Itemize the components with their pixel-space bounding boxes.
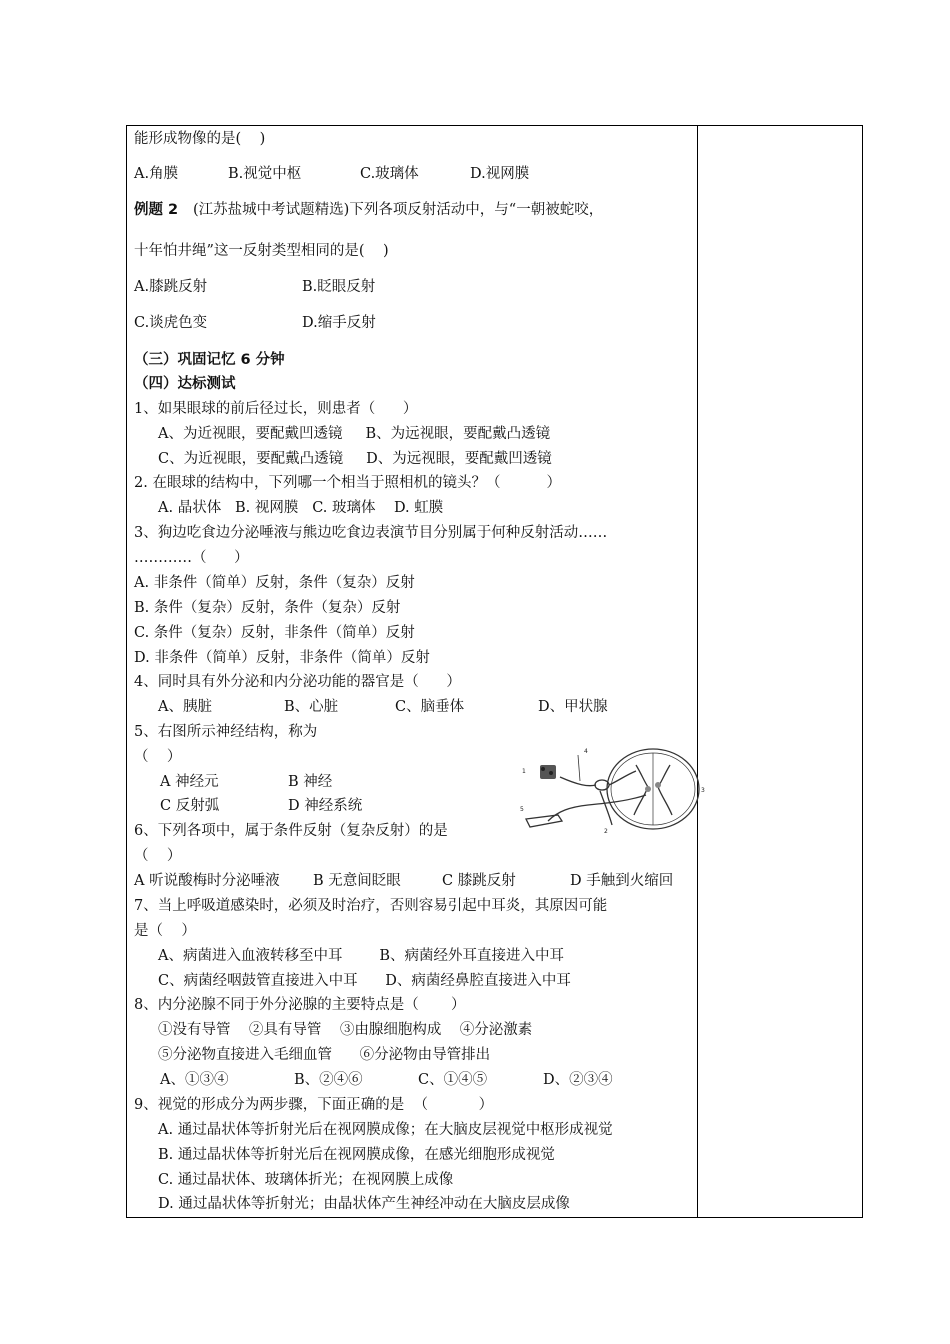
q6-stem: 6、下列各项中，属于条件反射（复杂反射）的是: [134, 823, 448, 839]
q1-options-line-1: A、为近视眼，要配戴凹透镜 B、为远视眼，要配戴凸透镜: [158, 426, 551, 442]
q7-stem-1: 7、当上呼吸道感染时，必须及时治疗，否则容易引起中耳炎，其原因可能: [134, 898, 608, 914]
section-4-heading: （四）达标测试: [134, 376, 236, 392]
q9-option-a: A. 通过晶状体等折射光后在视网膜成像；在大脑皮层视觉中枢形成视觉: [158, 1122, 613, 1138]
diagram-label-2: 2: [604, 828, 608, 835]
q8-option-a: A、①③④: [160, 1072, 229, 1088]
section-3-heading: （三）巩固记忆 6 分钟: [134, 352, 285, 368]
q5-option-b: B 神经: [288, 774, 333, 790]
q8-items-line-2: ⑤分泌物直接进入毛细血管 ⑥分泌物由导管排出: [158, 1047, 491, 1063]
q8-stem: 8、内分泌腺不同于外分泌腺的主要特点是（ ）: [134, 997, 466, 1013]
q4-option-d: D、甲状腺: [538, 699, 608, 715]
q-prev-option-c: C.玻璃体: [360, 166, 419, 182]
q7-options-line-1: A、病菌进入血液转移至中耳 B、病菌经外耳直接进入中耳: [158, 948, 564, 964]
reflex-arc-diagram: [518, 745, 708, 837]
q7-options-line-2: C、病菌经咽鼓管直接进入中耳 D、病菌经鼻腔直接进入中耳: [158, 973, 571, 989]
q8-option-d: D、②③④: [543, 1072, 613, 1088]
q6-option-d: D 手触到火缩回: [570, 873, 674, 889]
q4-stem: 4、同时具有外分泌和内分泌功能的器官是（ ）: [134, 674, 461, 690]
q6-option-c: C 膝跳反射: [442, 873, 516, 889]
q3-option-d: D. 非条件（简单）反射，非条件（简单）反射: [134, 650, 430, 666]
example-2-stem-1: (江苏盐城中考试题精选)下列各项反射活动中，与“一朝被蛇咬，: [193, 202, 604, 218]
q5-option-a: A 神经元: [160, 774, 219, 790]
q6-paren: （ ）: [134, 848, 182, 864]
q5-option-d: D 神经系统: [288, 798, 363, 814]
q5-stem: 5、右图所示神经结构，称为: [134, 724, 318, 740]
q-prev-option-d: D.视网膜: [470, 166, 530, 182]
q4-option-b: B、心脏: [284, 699, 339, 715]
q1-options-line-2: C、为近视眼，要配戴凸透镜 D、为远视眼，要配戴凹透镜: [158, 451, 552, 467]
q4-option-a: A、胰脏: [158, 699, 212, 715]
q5-paren: （ ）: [134, 749, 182, 765]
q5-option-c: C 反射弧: [160, 798, 220, 814]
q3-option-a: A. 非条件（简单）反射，条件（复杂）反射: [134, 575, 415, 591]
q8-option-b: B、②④⑥: [294, 1072, 363, 1088]
q9-stem: 9、视觉的形成分为两步骤，下面正确的是 （ ）: [134, 1097, 494, 1113]
q7-stem-2: 是（ ）: [134, 923, 196, 939]
q3-stem-1: 3、狗边吃食边分泌唾液与熊边吃食边表演节目分别属于何种反射活动……: [134, 525, 608, 541]
q2-stem: 2. 在眼球的结构中，下列哪一个相当于照相机的镜头？（ ）: [134, 475, 562, 491]
diagram-label-4: 4: [584, 748, 588, 755]
q-prev-stem: 能形成物像的是( ): [134, 131, 266, 147]
example-2-option-b: B.眨眼反射: [302, 279, 376, 295]
q2-options: A. 晶状体 B. 视网膜 C. 玻璃体 D. 虹膜: [158, 500, 444, 516]
q-prev-option-a: A.角膜: [134, 166, 179, 182]
q4-option-c: C、脑垂体: [395, 699, 465, 715]
example-2-option-d: D.缩手反射: [302, 315, 376, 331]
q9-option-d: D. 通过晶状体等折射光；由晶状体产生神经冲动在大脑皮层成像: [158, 1196, 570, 1212]
diagram-label-3: 3: [701, 787, 705, 794]
q3-option-c: C. 条件（复杂）反射，非条件（简单）反射: [134, 625, 415, 641]
example-2-stem-2: 十年怕井绳”这一反射类型相同的是( ): [134, 243, 389, 259]
q8-option-c: C、①④⑤: [418, 1072, 488, 1088]
q6-option-b: B 无意间眨眼: [313, 873, 401, 889]
q1-stem: 1、如果眼球的前后径过长，则患者（ ）: [134, 401, 418, 417]
q6-option-a: A 听说酸梅时分泌唾液: [134, 873, 280, 889]
diagram-label-5: 5: [520, 806, 524, 813]
q3-option-b: B. 条件（复杂）反射，条件（复杂）反射: [134, 600, 401, 616]
q9-option-b: B. 通过晶状体等折射光后在视网膜成像，在感光细胞形成视觉: [158, 1147, 555, 1163]
q8-items-line-1: ①没有导管 ②具有导管 ③由腺细胞构成 ④分泌激素: [158, 1022, 533, 1038]
example-2-label: 例题 2: [134, 202, 179, 218]
q-prev-option-b: B.视觉中枢: [228, 166, 302, 182]
table-column-divider: [697, 125, 698, 1218]
q3-stem-2: …………（ ）: [134, 550, 249, 566]
diagram-label-1: 1: [522, 768, 526, 775]
example-2-option-c: C.谈虎色变: [134, 315, 208, 331]
q9-option-c: C. 通过晶状体、玻璃体折光；在视网膜上成像: [158, 1172, 454, 1188]
example-2-option-a: A.膝跳反射: [134, 279, 208, 295]
